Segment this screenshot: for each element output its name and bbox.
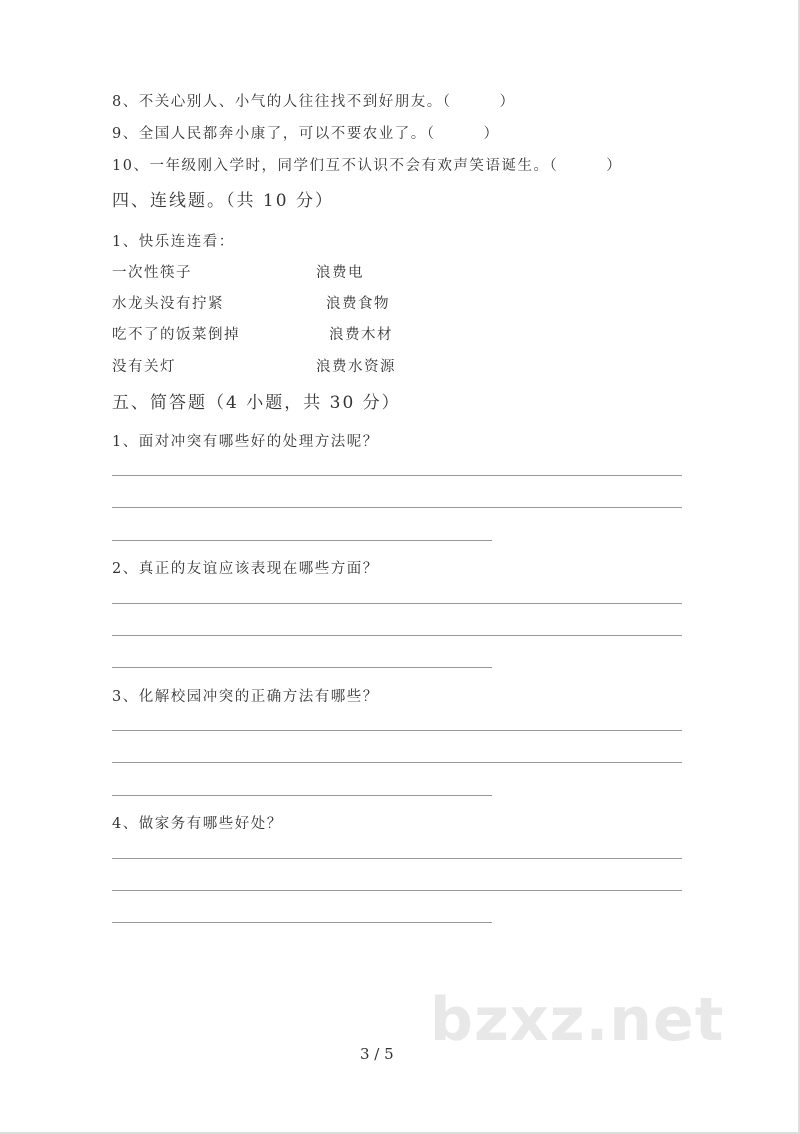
answer-line <box>112 507 682 508</box>
short-question-1: 1、面对冲突有哪些好的处理方法呢？ <box>112 434 379 450</box>
answer-line <box>112 890 682 891</box>
match-left-2: 水龙头没有拧紧 <box>112 296 224 312</box>
match-right-4: 浪费水资源 <box>316 359 396 375</box>
judgement-item-10: 10、一年级刚入学时，同学们互不认识不会有欢声笑语诞生。（ ） <box>112 158 623 174</box>
answer-line <box>112 795 492 796</box>
judgement-item-8: 8、不关心别人、小气的人往往找不到好朋友。（ ） <box>112 94 516 110</box>
answer-line <box>112 475 682 476</box>
section-4-title: 四、连线题。（共 10 分） <box>112 191 334 211</box>
match-left-1: 一次性筷子 <box>112 265 192 281</box>
answer-line <box>112 635 682 636</box>
match-right-3: 浪费木材 <box>329 327 393 343</box>
match-left-4: 没有关灯 <box>112 359 176 375</box>
answer-line <box>112 922 492 923</box>
match-right-1: 浪费电 <box>316 265 364 281</box>
answer-line <box>112 762 682 763</box>
answer-line <box>112 858 682 859</box>
section-5-title: 五、简答题（4 小题，共 30 分） <box>112 393 401 413</box>
answer-line <box>112 667 492 668</box>
matching-question: 1、快乐连连看： <box>112 234 235 250</box>
short-question-3: 3、化解校园冲突的正确方法有哪些？ <box>112 689 379 705</box>
short-question-2: 2、真正的友谊应该表现在哪些方面？ <box>112 561 379 577</box>
answer-line <box>112 540 492 541</box>
watermark: bzxz.net <box>430 985 725 1055</box>
judgement-item-9: 9、全国人民都奔小康了，可以不要农业了。（ ） <box>112 126 500 142</box>
answer-line <box>112 603 682 604</box>
page-number: 3 / 5 <box>360 1045 394 1063</box>
match-right-2: 浪费食物 <box>326 296 390 312</box>
answer-line <box>112 730 682 731</box>
match-left-3: 吃不了的饭菜倒掉 <box>112 327 240 343</box>
short-question-4: 4、做家务有哪些好处？ <box>112 816 283 832</box>
